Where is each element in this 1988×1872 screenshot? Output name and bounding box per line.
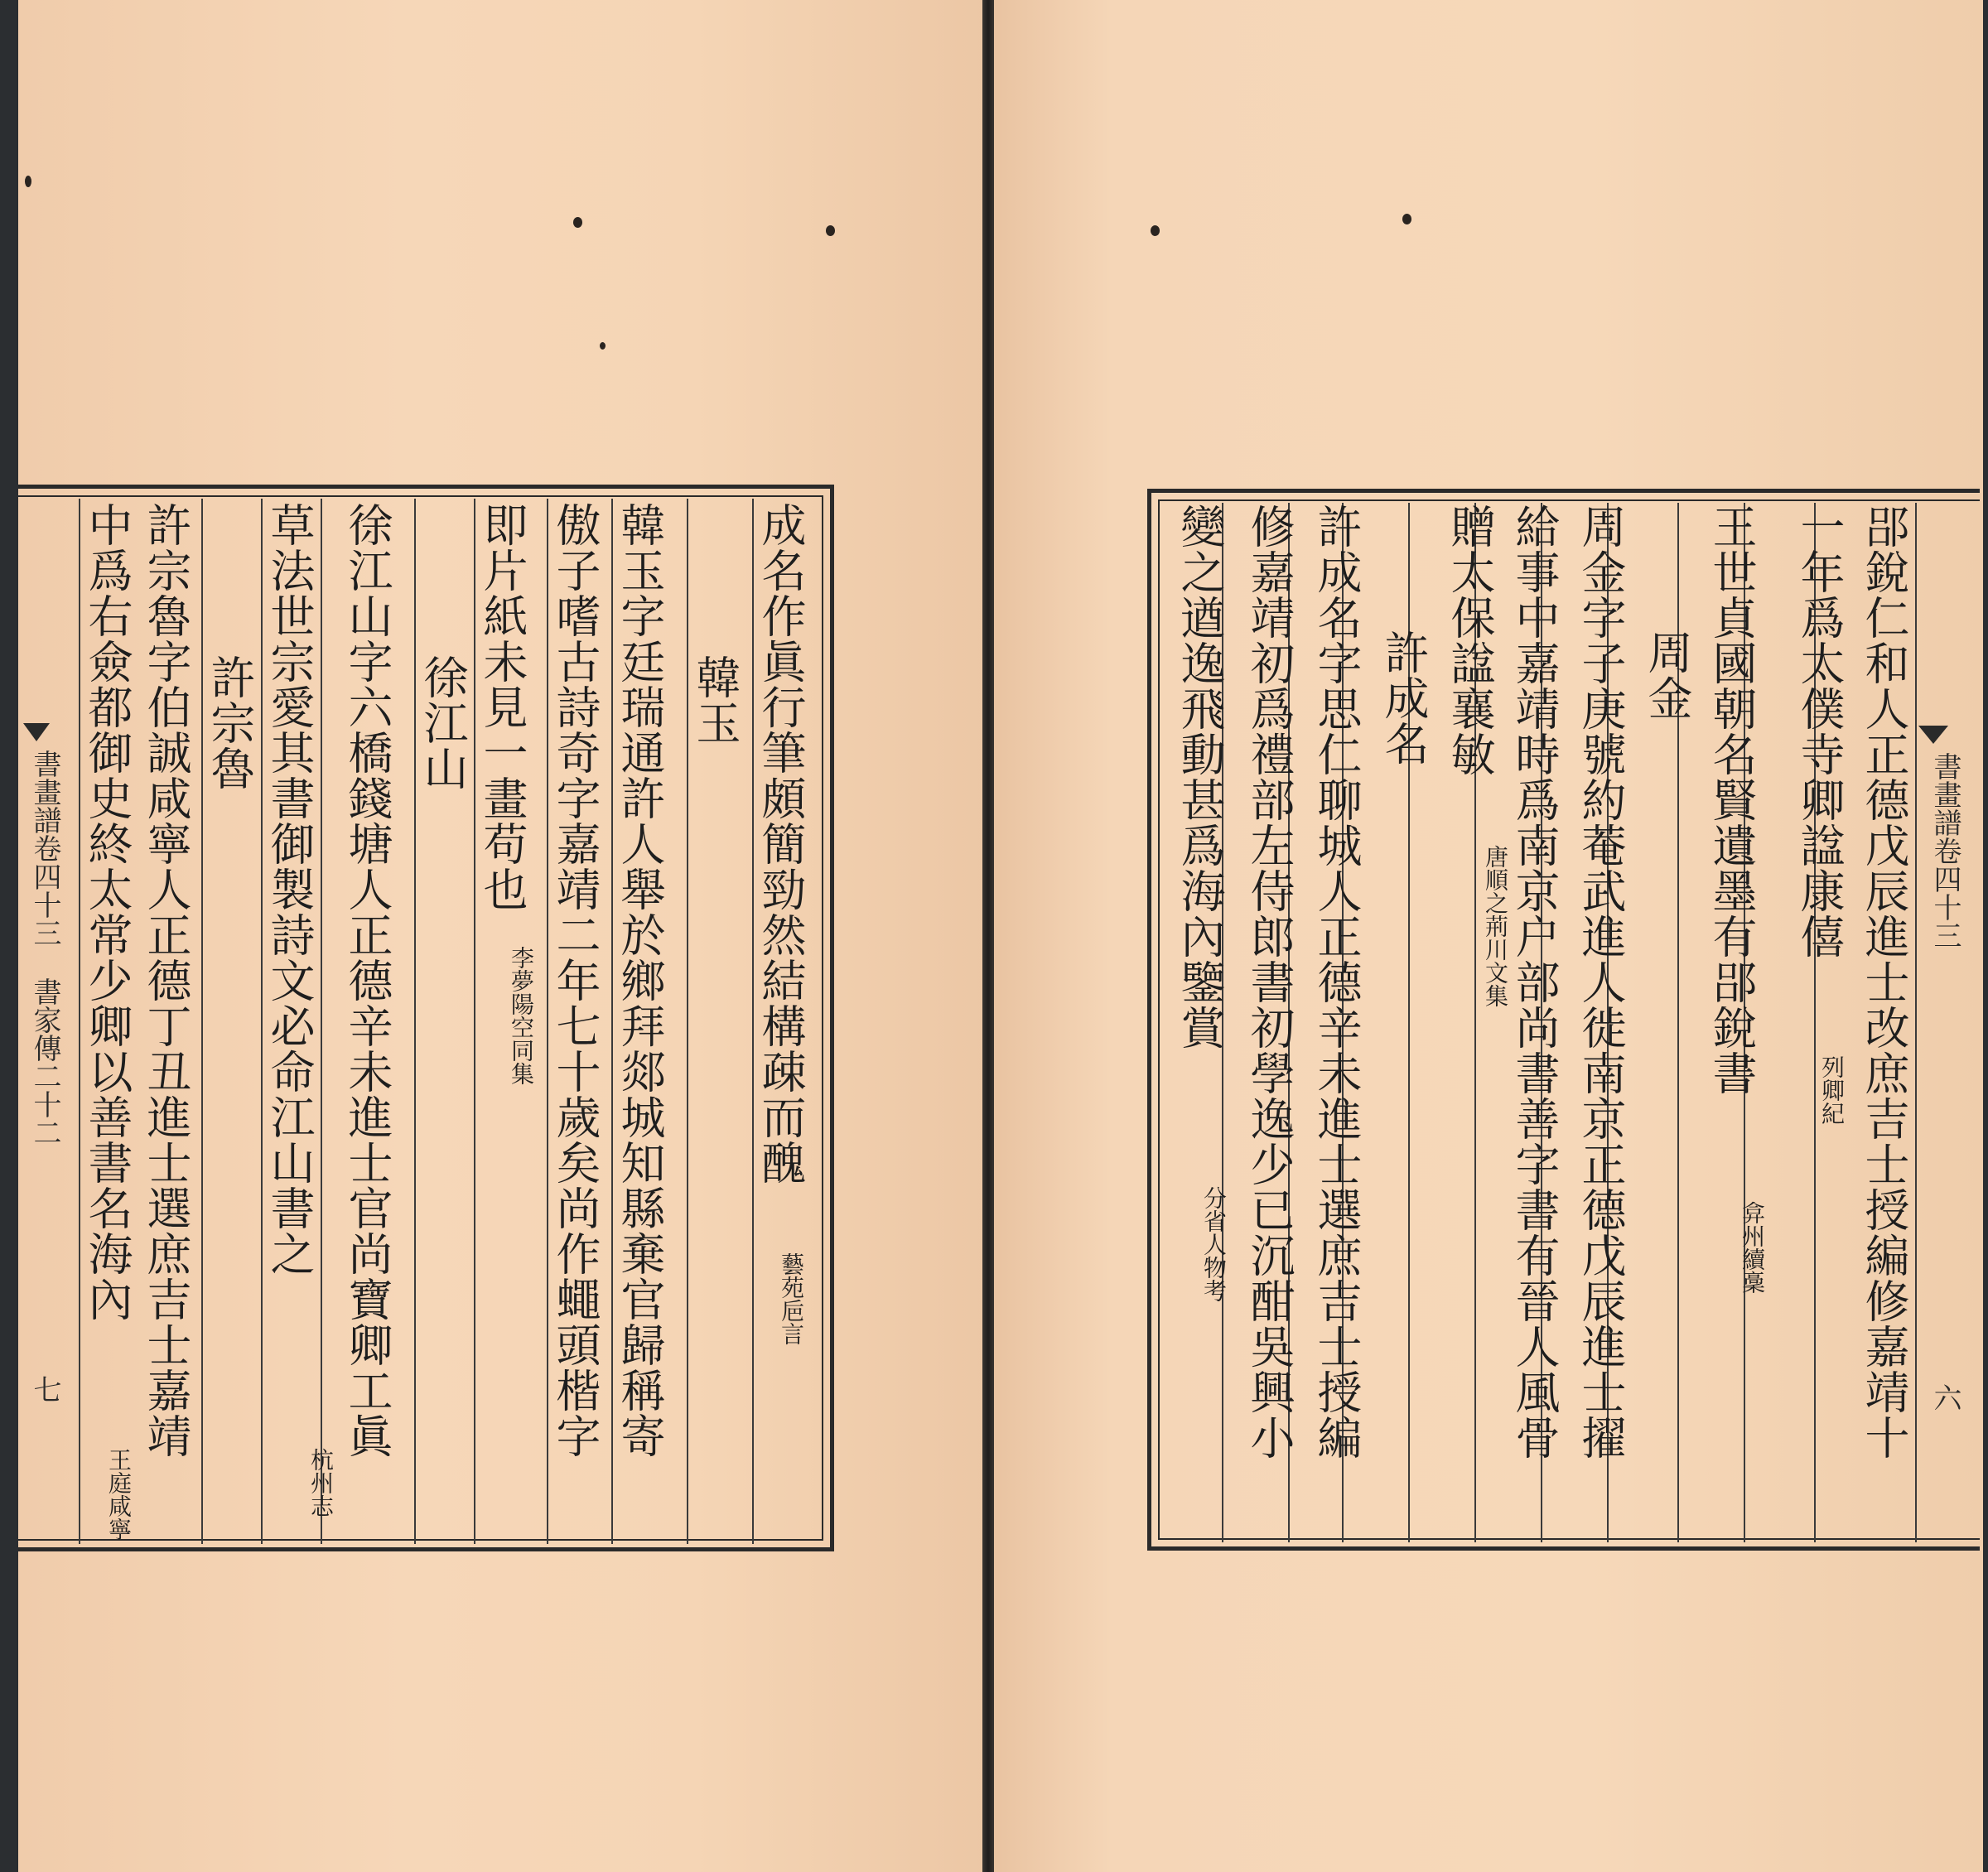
text-column: 即片紙未見一畫苟也 (476, 502, 528, 912)
source-note: 杭州志 (307, 1448, 335, 1517)
entry-heading: 周金 (1641, 630, 1693, 721)
binding-hole (25, 176, 31, 187)
column-rule (261, 499, 263, 1544)
column-rule (79, 499, 80, 1544)
source-note: 王庭咸寧 (105, 1448, 133, 1541)
source-note: 列卿紀 (1818, 1055, 1846, 1125)
text-column: 草法世宗愛其書御製詩文必命江山書之 (263, 502, 316, 1276)
text-column: 郘銳仁和人正德戊辰進士改庶吉士授編修嘉靖十 (1858, 504, 1910, 1460)
binding-hole (1151, 225, 1160, 236)
margin-section-title: 書家傳二十二 (28, 977, 61, 1146)
text-column: 變之遒逸飛動甚爲海內鑒賞 (1174, 504, 1226, 1050)
text-column: 中爲右僉都御史終太常少卿以善書名海內 (81, 502, 133, 1322)
column-rule (687, 499, 688, 1544)
margin-book-title: 書畫譜卷四十三 (28, 750, 61, 947)
text-column: 傲子嗜古詩奇字嘉靖二年七十歲矣尚作蠅頭楷字 (549, 502, 601, 1459)
text-column: 王世貞國朝名賢遺墨有郘銳書 (1706, 504, 1758, 1096)
text-column: 韓玉字廷瑞通許人舉於鄉拜郯城知縣棄官歸稱寄 (614, 502, 666, 1459)
binding-hole (1402, 214, 1411, 224)
text-column: 徐江山字六橋錢塘人正德辛未進士官尚寶卿工眞 (341, 502, 393, 1459)
source-note: 唐順之荊川文集 (1482, 845, 1509, 1007)
text-column: 給事中嘉靖時爲南京户部尚書善字書有晉人風骨 (1508, 504, 1561, 1460)
folio-number: 六 (1928, 1383, 1961, 1411)
text-column: 贈太保諡襄敏 (1444, 504, 1496, 777)
frame-inner-border (18, 495, 823, 1541)
entry-heading: 韓玉 (689, 654, 741, 745)
text-column: 周金字子庚號約菴武進人徙南京正德戊辰進士擢 (1575, 504, 1627, 1460)
binding-hole (826, 225, 835, 236)
binding-hole (573, 217, 582, 228)
text-column: 成名作眞行筆頗簡勁然結構疎而醜 (755, 502, 807, 1185)
entry-heading: 許成名 (1378, 630, 1430, 766)
column-rule (547, 499, 548, 1544)
fish-tail-mark (23, 723, 50, 741)
column-rule (474, 499, 475, 1544)
entry-heading: 許宗魯 (204, 654, 256, 791)
book-gutter (982, 0, 994, 1872)
column-rule (414, 499, 416, 1544)
source-note: 李夢陽空同集 (508, 946, 535, 1085)
column-rule (752, 499, 754, 1544)
folio-number: 七 (28, 1375, 61, 1403)
margin-book-title: 書畫譜卷四十三 (1928, 752, 1961, 949)
fish-tail-mark (1918, 726, 1948, 744)
text-column: 許宗魯字伯誠咸寧人正德丁丑進士選庶吉士嘉靖 (140, 502, 192, 1459)
column-rule (321, 499, 322, 1544)
text-column: 一年爲太僕寺卿諡康僖 (1793, 504, 1846, 959)
column-rule (611, 499, 613, 1544)
column-rule (201, 499, 203, 1544)
source-note: 分省人物考 (1200, 1186, 1228, 1302)
entry-heading: 徐江山 (417, 654, 469, 791)
text-column: 修嘉靖初爲禮部左侍郎書初學逸少已沉酣吳興小 (1243, 504, 1296, 1460)
text-column: 許成名字思仁聊城人正德辛未進士選庶吉士授編 (1310, 504, 1363, 1460)
column-rule (1915, 503, 1917, 1542)
source-note: 藝苑巵言 (778, 1252, 805, 1345)
binding-hole (600, 342, 606, 350)
source-note: 弇州續稾 (1739, 1201, 1766, 1294)
